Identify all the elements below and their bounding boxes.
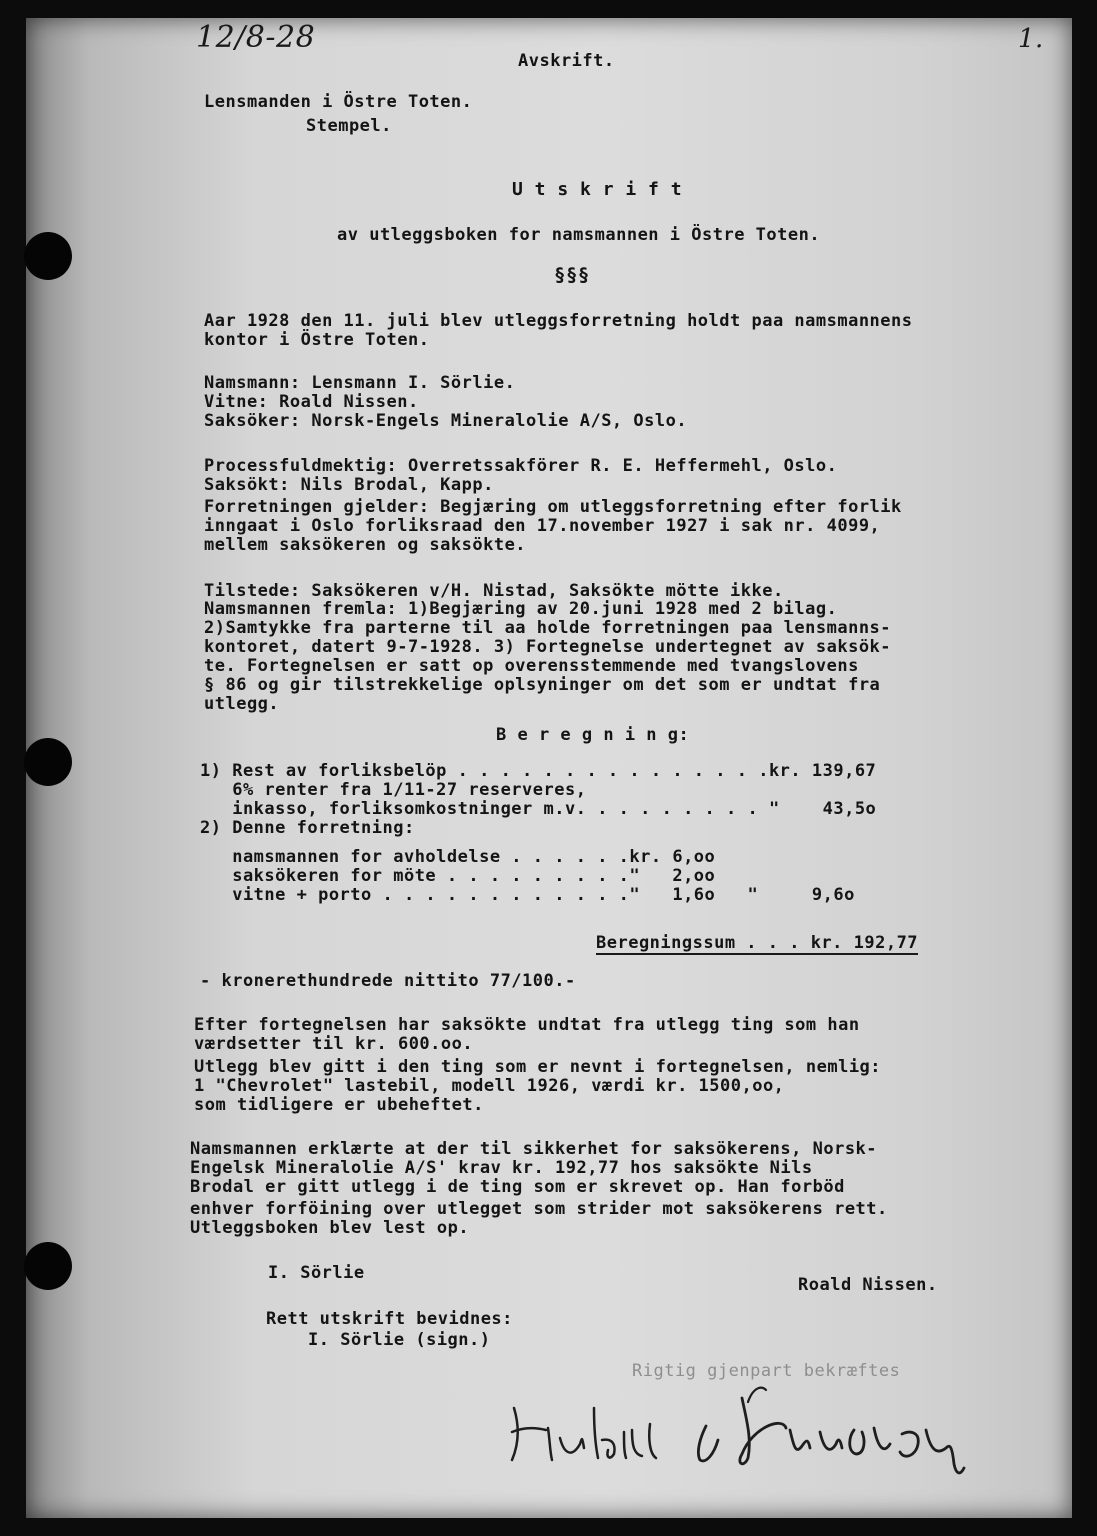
declaration-line: Utleggsboken blev lest op. — [190, 1218, 470, 1238]
signature-right: Roald Nissen. — [798, 1275, 938, 1295]
signature-left: I. Sörlie — [268, 1263, 365, 1283]
punch-hole — [24, 738, 72, 786]
punch-hole — [24, 1242, 72, 1290]
header-title: Avskrift. — [518, 51, 615, 71]
case-line: mellem saksökeren og saksökte. — [204, 535, 527, 555]
stamp-label: Stempel. — [306, 116, 392, 136]
sum-in-words: - kronerethundrede nittito 77/100.- — [200, 971, 576, 991]
decision-line: værdsetter til kr. 600.oo. — [194, 1034, 474, 1054]
declaration-line: enhver forföining over utlegget som strider mot saksökerens rett. — [190, 1199, 888, 1219]
handwritten-date: 12/8-28 — [196, 20, 316, 55]
calculation-title: B e r e g n i n g: — [496, 725, 690, 745]
attendance-line: Tilstede: Saksökeren v/H. Nistad, Saksökte mötte ikke. — [204, 581, 784, 601]
calculation-line: namsmannen for avholdelse . . . . . .kr. 6,oo — [200, 847, 716, 867]
certification-signer: I. Sörlie (sign.) — [308, 1330, 491, 1350]
party-line: Saksöker: Norsk-Engels Mineralolie A/S, Oslo. — [204, 411, 688, 431]
calculation-line: vitne + porto . . . . . . . . . . . ." 1,6o " 9,6o — [200, 885, 855, 905]
case-line: inngaat i Oslo forliksraad den 17.november 1927 i sak nr. 4099, — [204, 516, 881, 536]
case-line: Processfuldmektig: Overretssakförer R. E. Heffermehl, Oslo. — [204, 456, 838, 476]
calculation-sum: Beregningssum . . . kr. 192,77 — [596, 933, 919, 953]
attendance-line: Namsmannen fremla: 1)Begjæring av 20.juni 1928 med 2 bilag. — [204, 599, 838, 619]
decision-line: Utlegg blev gitt i den ting som er nevnt i fortegnelsen, nemlig: — [194, 1057, 882, 1077]
declaration-line: Engelsk Mineralolie A/S' krav kr. 192,77 hos saksökte Nils — [190, 1158, 813, 1178]
document-subtitle: av utleggsboken for namsmannen i Östre Toten. — [337, 225, 821, 245]
issuer: Lensmanden i Östre Toten. — [204, 92, 473, 112]
copy-stamp: Rigtig gjenpart bekræftes — [632, 1361, 901, 1381]
certification-label: Rett utskrift bevidnes: — [266, 1309, 513, 1329]
section-mark: §§§ — [554, 264, 590, 286]
attendance-line: utlegg. — [204, 694, 280, 714]
declaration-line: Brodal er gitt utlegg i de ting som er skrevet op. Han forböd — [190, 1177, 845, 1197]
calculation-line: 1) Rest av forliksbelöp . . . . . . . . . . . . . . .kr. 139,67 — [200, 761, 877, 781]
attendance-line: § 86 og gir tilstrekkelige oplsyninger om det som er undtat fra — [204, 675, 881, 695]
decision-line: Efter fortegnelsen har saksökte undtat fra utlegg ting som han — [194, 1015, 860, 1035]
handwritten-signature — [490, 1368, 990, 1478]
attendance-line: kontoret, datert 9-7-1928. 3) Fortegnelse undertegnet av saksök- — [204, 637, 892, 657]
case-line: Saksökt: Nils Brodal, Kapp. — [204, 475, 494, 495]
declaration-line: Namsmannen erklærte at der til sikkerhet for saksökerens, Norsk- — [190, 1139, 878, 1159]
calculation-line: inkasso, forliksomkostninger m.v. . . . . . . . . " 43,5o — [200, 799, 877, 819]
calculation-line: saksökeren for möte . . . . . . . . ." 2,oo — [200, 866, 716, 886]
intro-line: Aar 1928 den 11. juli blev utleggsforretning holdt paa namsmannens — [204, 311, 913, 331]
party-line: Vitne: Roald Nissen. — [204, 392, 419, 412]
punch-hole — [24, 232, 72, 280]
decision-line: som tidligere er ubeheftet. — [194, 1095, 484, 1115]
case-line: Forretningen gjelder: Begjæring om utleggsforretning efter forlik — [204, 497, 902, 517]
attendance-line: te. Fortegnelsen er satt op overensstemmende med tvangslovens — [204, 656, 859, 676]
intro-line: kontor i Östre Toten. — [204, 330, 430, 350]
page-number: 1. — [1018, 24, 1044, 54]
document-title: U t s k r i f t — [512, 179, 683, 200]
party-line: Namsmann: Lensmann I. Sörlie. — [204, 373, 516, 393]
calculation-line: 6% renter fra 1/11-27 reserveres, — [200, 780, 587, 800]
calculation-line: 2) Denne forretning: — [200, 818, 415, 838]
attendance-line: 2)Samtykke fra parterne til aa holde forretningen paa lensmanns- — [204, 618, 892, 638]
decision-line: 1 "Chevrolet" lastebil, modell 1926, værdi kr. 1500,oo, — [194, 1076, 785, 1096]
